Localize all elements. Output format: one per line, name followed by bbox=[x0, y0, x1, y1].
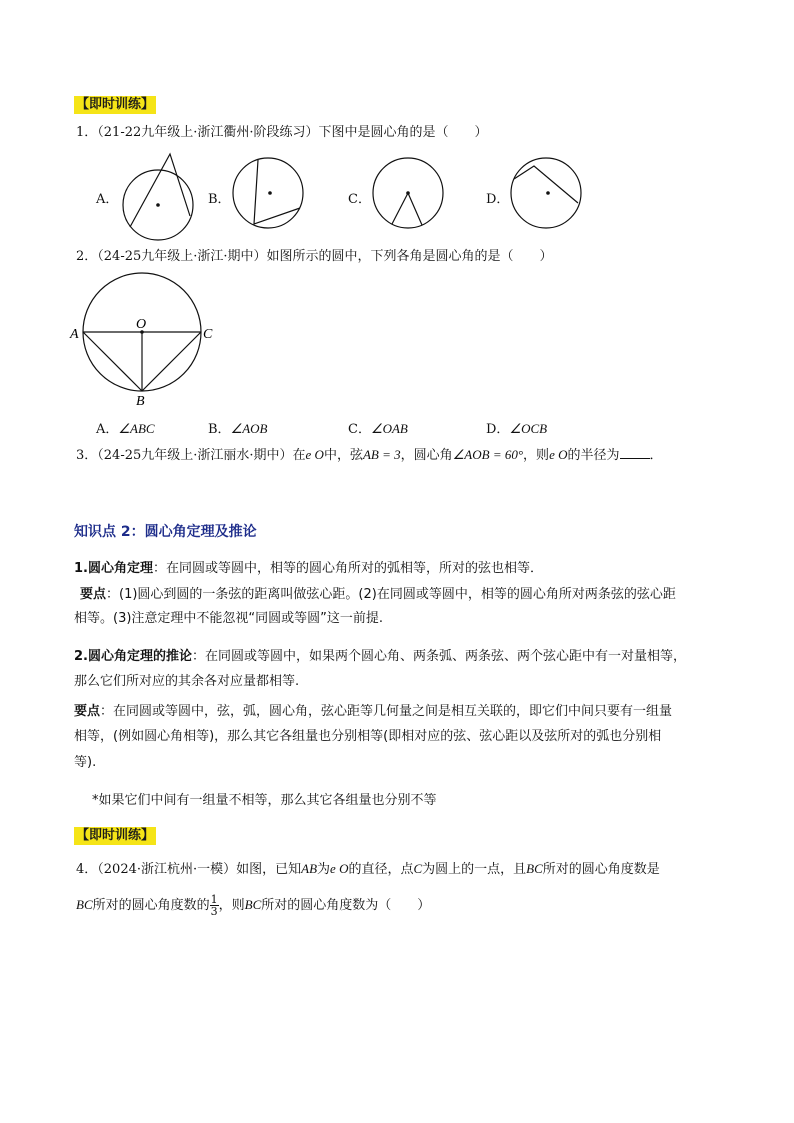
chord-ab bbox=[83, 332, 142, 391]
option-angle: ∠AOB bbox=[230, 421, 268, 436]
q1-option-c-figure bbox=[370, 155, 450, 235]
q4-text: 所对的圆心角度数的 bbox=[92, 898, 210, 913]
center-dot bbox=[156, 203, 160, 207]
chord-cb bbox=[142, 332, 201, 391]
q4-text: 所对的圆心角度数是 bbox=[542, 862, 660, 877]
q3-text: 的半径为 bbox=[567, 448, 620, 463]
corollary-line-1 bbox=[74, 648, 686, 666]
question-text: （21-22九年级上·浙江衢州·阶段练习）下图中是圆心角的是（ ） bbox=[97, 125, 488, 140]
theorem-points-line-1 bbox=[80, 586, 676, 604]
section-title: 知识点 2：圆心角定理及推论 bbox=[74, 524, 257, 540]
training-tag: 【即时训练】 bbox=[76, 828, 155, 843]
theorem-text: ：在同圆或等圆中，相等的圆心角所对的弧相等，所对的弦也相等． bbox=[152, 561, 543, 576]
angle-lines bbox=[514, 166, 578, 203]
corollary-text: ：在同圆或等圆中，如果两个圆心角、两条弧、两条弦、两个弦心距中有一对量相等， bbox=[191, 649, 686, 664]
q1-option-b-label: B． bbox=[208, 192, 231, 207]
label-a: A bbox=[70, 327, 79, 342]
denominator: 3 bbox=[210, 905, 218, 918]
corollary-note: *如果它们中间有一组量不相等，那么其它各组量也分别不等 bbox=[92, 793, 437, 808]
segment-ab: AB bbox=[301, 861, 318, 876]
q4-text: 所对的圆心角度数为（ ） bbox=[261, 898, 431, 913]
corollary-line-2: 那么它们所对应的其余各对应量都相等. bbox=[74, 674, 300, 689]
option-angle: ∠OAB bbox=[370, 421, 408, 436]
option-letter: A． bbox=[96, 422, 119, 437]
points-label: 要点 bbox=[80, 587, 107, 602]
arc-bc: BC bbox=[526, 861, 543, 876]
q1-option-d-figure bbox=[508, 155, 588, 235]
q2-option-b bbox=[208, 418, 268, 437]
angle-expr: ∠AOB = 60° bbox=[452, 447, 524, 462]
question-number: 4． bbox=[76, 862, 98, 877]
q1-option-a-figure bbox=[118, 150, 202, 242]
option-letter: D． bbox=[486, 422, 510, 437]
q1-option-a-label: A． bbox=[96, 192, 119, 207]
question-text: （24-25九年级上·浙江·期中）如图所示的圆中，下列各角是圆心角的是（ ） bbox=[97, 249, 553, 264]
theorem-label: 1.圆心角定理 bbox=[74, 561, 153, 576]
corollary-label: 2.圆心角定理的推论 bbox=[74, 649, 192, 664]
q3-text: （24-25九年级上·浙江丽水·期中）在 bbox=[97, 448, 306, 463]
circle bbox=[233, 158, 303, 228]
option-letter: B． bbox=[208, 422, 231, 437]
answer-blank bbox=[620, 446, 650, 459]
q4-text: ，则 bbox=[218, 898, 245, 913]
label-o: O bbox=[136, 317, 147, 332]
center-dot bbox=[546, 191, 550, 195]
angle-lines bbox=[130, 154, 190, 227]
points-label: 要点 bbox=[74, 704, 101, 719]
question-4-line-1 bbox=[76, 860, 660, 879]
fraction-one-third bbox=[210, 894, 219, 917]
question-number: 3． bbox=[76, 448, 98, 463]
q1-option-d-label: D． bbox=[486, 192, 510, 207]
question-4-line-2 bbox=[76, 894, 430, 917]
circle bbox=[511, 158, 581, 228]
q3-text: ． bbox=[649, 448, 663, 463]
angle-lines bbox=[392, 193, 422, 225]
corollary-points-line-2: 相等，(例如圆心角相等)，那么其它各组量也分别相等(即相对应的弦、弦心距以及弦所对的弧也分别相 bbox=[74, 729, 662, 744]
q4-text: 为圆上的一点，且 bbox=[422, 862, 527, 877]
question-number: 2． bbox=[76, 249, 98, 264]
option-letter: C． bbox=[348, 422, 371, 437]
q4-text: 为 bbox=[317, 862, 331, 877]
option-angle: ∠ABC bbox=[118, 421, 155, 436]
theorem-line bbox=[74, 560, 543, 578]
circle-symbol: e O bbox=[330, 861, 349, 876]
question-1 bbox=[76, 124, 488, 142]
arc-bc: BC bbox=[244, 897, 262, 912]
corollary-points-line-1 bbox=[74, 703, 672, 721]
numerator: 1 bbox=[210, 893, 218, 906]
training-tag: 【即时训练】 bbox=[76, 97, 155, 112]
question-number: 1． bbox=[76, 125, 98, 140]
circle-symbol: e O bbox=[549, 447, 568, 462]
label-c: C bbox=[203, 327, 213, 342]
q1-option-b-figure bbox=[230, 155, 310, 235]
circle-symbol: e O bbox=[305, 447, 324, 462]
q1-option-c-label: C． bbox=[348, 192, 371, 207]
points-text: ：(1)圆心到圆的一条弦的距离叫做弦心距。(2)在同圆或等圆中，相等的圆心角所对两条弦的弦心距 bbox=[106, 587, 676, 602]
points-text: ：在同圆或等圆中，弦，弧，圆心角，弦心距等几何量之间是相互关联的，即它们中间只要有一组量 bbox=[100, 704, 673, 719]
center-dot bbox=[406, 191, 410, 195]
q2-figure bbox=[66, 268, 226, 410]
q4-text: （2024·浙江杭州·一模）如图，已知 bbox=[97, 862, 302, 877]
question-2 bbox=[76, 248, 553, 266]
center-dot bbox=[268, 191, 272, 195]
point-c: C bbox=[413, 861, 423, 876]
q3-text: 中，弦 bbox=[323, 448, 363, 463]
chord-expr: AB = 3 bbox=[362, 447, 401, 462]
theorem-points-line-2: 相等。(3)注意定理中不能忽视“同圆或等圆”这一前提. bbox=[74, 611, 384, 626]
option-angle: ∠OCB bbox=[509, 421, 548, 436]
corollary-points-line-3: 等). bbox=[74, 755, 97, 770]
q2-option-a bbox=[96, 418, 155, 437]
q2-option-c bbox=[348, 418, 408, 437]
label-b: B bbox=[136, 394, 145, 409]
q3-text: ，则 bbox=[523, 448, 550, 463]
question-3 bbox=[76, 446, 663, 465]
q2-option-d bbox=[486, 418, 547, 437]
arc-bc: BC bbox=[76, 897, 93, 912]
q4-text: 的直径，点 bbox=[348, 862, 414, 877]
angle-lines bbox=[254, 160, 300, 224]
q3-text: ，圆心角 bbox=[400, 448, 453, 463]
